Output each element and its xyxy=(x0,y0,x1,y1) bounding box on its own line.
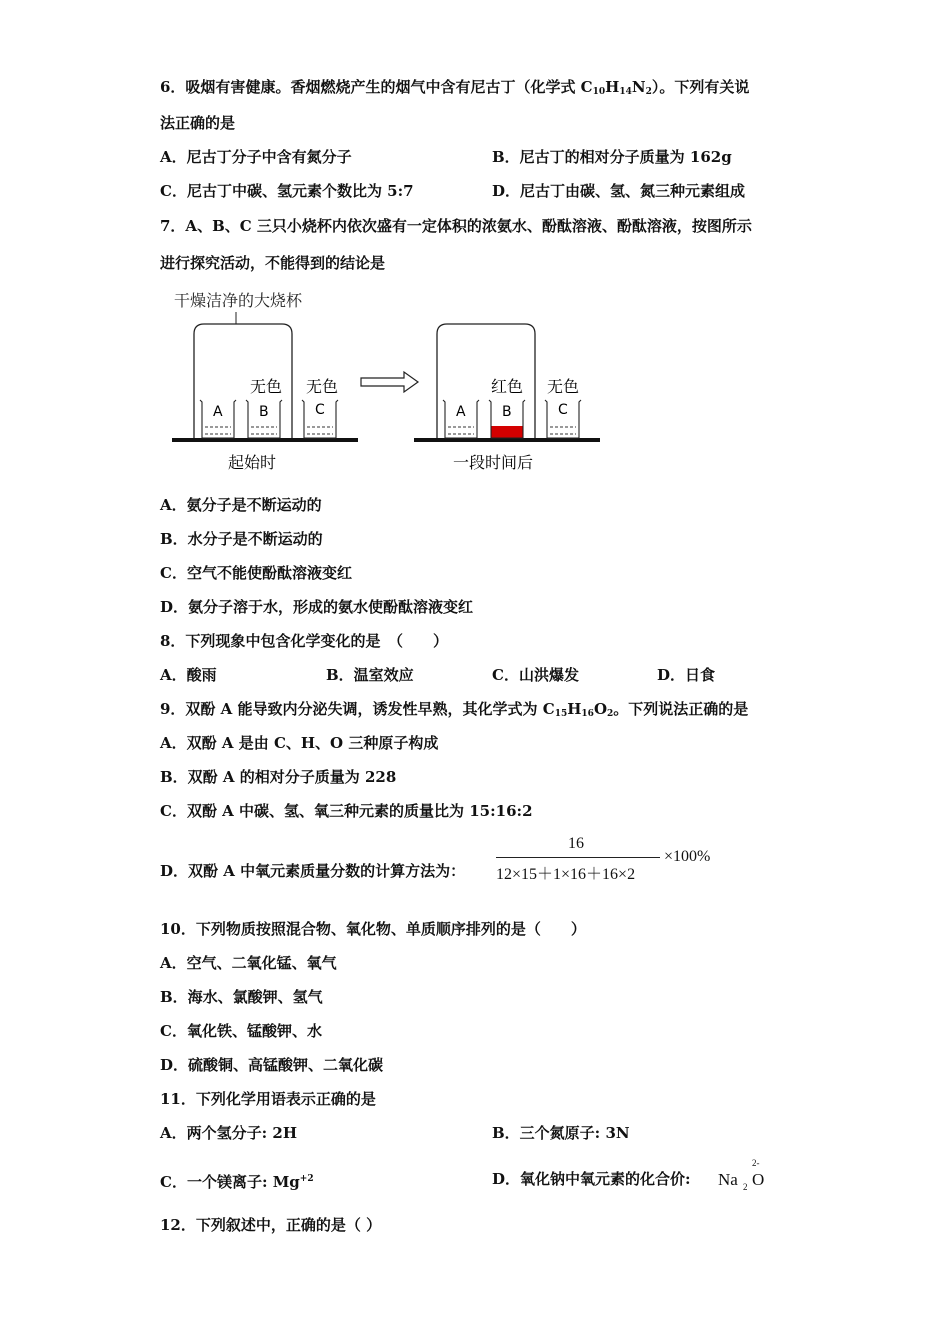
q10-option-b: B．海水、氯酸钾、氢气 xyxy=(160,988,323,1006)
formula-multiplier: ×100% xyxy=(664,848,711,865)
beaker-a-end xyxy=(443,400,479,438)
q7-experiment-figure xyxy=(160,282,600,477)
q9-stem: 9．双酚 A 能导致内分泌失调，诱发性早熟，其化学式为 $C_{15}H_{16}O_2$。下列说法正确的是 xyxy=(160,700,749,719)
q9-option-d: D．双酚 A 中氧元素质量分数的计算方法为： xyxy=(160,862,466,880)
q11-option-a: A．两个氢分子: 2H xyxy=(160,1124,298,1142)
red-b-end: 红色 xyxy=(491,377,524,396)
beaker-c-end-label: C xyxy=(558,402,568,418)
q8-stem: 8．下列现象中包含化学变化的是 （ ） xyxy=(160,632,448,650)
fraction-bar xyxy=(496,857,660,858)
beaker-b-end xyxy=(489,400,525,438)
q10-option-d: D．硫酸铜、高锰酸钾、二氧化碳 xyxy=(160,1056,384,1074)
q11-stem: 11．下列化学用语表示正确的是 xyxy=(160,1090,376,1108)
na2o-valence-formula xyxy=(718,1158,788,1198)
q8-option-d: D．日食 xyxy=(657,666,716,684)
q10-stem: 10．下列物质按照混合物、氧化物、单质顺序排列的是（ ） xyxy=(160,920,586,938)
end-caption: 一段时间后 xyxy=(453,453,534,472)
q6-option-a: A．尼古丁分子中含有氮分子 xyxy=(160,148,352,166)
q6-option-c: C．尼古丁中碳、氢元素个数比为 5:7 xyxy=(160,182,414,200)
q12-stem: 12．下列叙述中，正确的是（ ） xyxy=(160,1216,382,1234)
q7-option-b: B．水分子是不断运动的 xyxy=(160,530,323,548)
beaker-c-label: C xyxy=(315,402,325,418)
q9-mass-fraction-formula xyxy=(494,835,724,883)
beaker-b-label: B xyxy=(259,404,269,420)
transition-arrow-icon xyxy=(361,372,418,392)
q6-stem-line2: 法正确的是 xyxy=(160,114,236,132)
beaker-a-label: A xyxy=(213,404,223,420)
big-beaker-label: 干燥洁净的大烧杯 xyxy=(174,291,303,310)
q7-option-d: D．氨分子溶于水，形成的氨水使酚酞溶液变红 xyxy=(160,598,474,616)
beaker-a-start xyxy=(200,400,236,438)
beaker-c-start xyxy=(302,400,338,438)
q10-option-a: A．空气、二氧化锰、氧气 xyxy=(160,954,337,972)
formula-denominator: 12×15＋1×16＋16×2 xyxy=(496,866,636,883)
oxygen-symbol: O xyxy=(752,1170,765,1189)
q9-option-c: C．双酚 A 中碳、氢、氧三种元素的质量比为 15:16:2 xyxy=(160,802,533,820)
beaker-b-end-label: B xyxy=(502,404,512,420)
beaker-b-start xyxy=(246,400,282,438)
formula-numerator: 16 xyxy=(568,835,584,852)
red-solution xyxy=(491,426,523,438)
beaker-a-end-label: A xyxy=(456,404,466,420)
beaker-c-end xyxy=(545,400,581,438)
sodium-symbol: Na xyxy=(718,1170,738,1189)
q11-option-b: B．三个氮原子: 3N xyxy=(492,1124,630,1142)
ground-end xyxy=(414,438,600,442)
start-caption: 起始时 xyxy=(228,453,277,472)
q8-option-c: C．山洪爆发 xyxy=(492,666,579,684)
ground-start xyxy=(172,438,358,442)
q6-option-d: D．尼古丁由碳、氢、氮三种元素组成 xyxy=(492,182,746,200)
q9-option-b: B．双酚 A 的相对分子质量为 228 xyxy=(160,768,397,786)
q7-stem-line2: 进行探究活动，不能得到的结论是 xyxy=(160,254,386,272)
q10-option-c: C．氧化铁、锰酸钾、水 xyxy=(160,1022,322,1040)
q8-option-b: B．温室效应 xyxy=(326,666,414,684)
oxygen-valence: 2- xyxy=(752,1158,760,1168)
q7-stem-line1: 7．A、B、C 三只小烧杯内依次盛有一定体积的浓氨水、酚酞溶液、酚酞溶液，按图所示 xyxy=(160,217,752,235)
sodium-subscript: 2 xyxy=(743,1182,748,1192)
colorless-b-start: 无色 xyxy=(250,377,283,396)
q11-option-d: D．氧化钠中氧元素的化合价: xyxy=(492,1170,691,1188)
q6-stem-line1: 6．吸烟有害健康。香烟燃烧产生的烟气中含有尼古丁（化学式 $C_{10}H_{14}N_2$）。下列有关说 xyxy=(160,78,750,97)
q9-option-a: A．双酚 A 是由 C、H、O 三种原子构成 xyxy=(160,734,439,752)
q6-option-b: B．尼古丁的相对分子质量为 162g xyxy=(492,148,732,166)
colorless-c-start: 无色 xyxy=(306,377,339,396)
q11-option-c: C．一个镁离子: $Mg^{+2}$ xyxy=(160,1173,314,1191)
q7-option-a: A．氨分子是不断运动的 xyxy=(160,496,322,514)
q8-option-a: A．酸雨 xyxy=(160,666,217,684)
colorless-c-end: 无色 xyxy=(547,377,580,396)
q7-option-c: C．空气不能使酚酞溶液变红 xyxy=(160,564,352,582)
